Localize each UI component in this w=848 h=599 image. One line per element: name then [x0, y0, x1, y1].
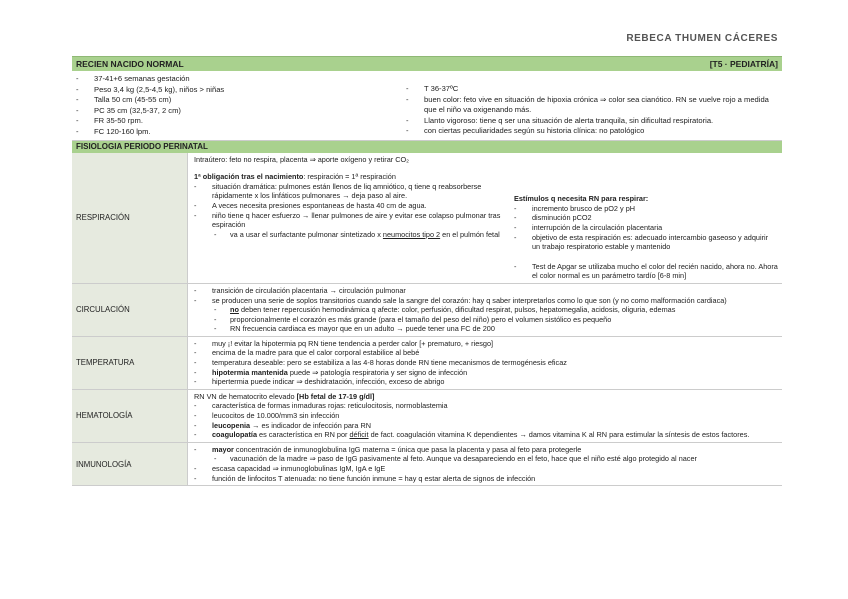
hematocrit-note: RN VN de hematocrito elevado [Hb fetal de 17-19 g/dl] — [194, 391, 375, 401]
row-content — [188, 284, 782, 336]
row-content — [188, 443, 782, 485]
vitals-list-right — [404, 84, 780, 137]
list-item: - objetivo de esta respiración es: adecuado intercambio gaseoso y adquirir un trabajo respiratorio estable y mantenido — [514, 233, 778, 252]
list-item: - A veces necesita presiones espontaneas de hasta 40 cm de agua. — [194, 201, 502, 211]
subsection-title: FISIOLOGIA PERIODO PERINATAL — [76, 142, 208, 152]
list-item: - se producen una serie de soplos transitorios cuando sale la sangre del corazón: hay q saber interpretarlos como lo que son (y no como malformación cardiaca) — [194, 296, 778, 306]
row-content — [188, 337, 782, 389]
row-content — [188, 390, 782, 442]
first-obligation: 1ª obligación tras el nacimiento: respiración = 1ª respiración — [194, 172, 396, 182]
row-temperatura — [72, 337, 782, 390]
document-page — [72, 56, 782, 486]
row-respiracion — [72, 153, 782, 284]
list-item: - FR 35-50 rpm. — [74, 116, 404, 127]
list-subitem: - vacunación de la madre ⇒ paso de IgG pasivamente al feto. Aunque va desapareciendo en el feto, hace que el niño esté algo protegido al nacer — [194, 454, 778, 464]
list-subitem: - va a usar el surfactante pulmonar sintetizado x neumocitos tipo 2 en el pulmón fetal — [194, 230, 502, 240]
vital-signs — [72, 71, 782, 141]
row-label: HEMATOLOGÍA — [72, 390, 188, 442]
section-title: RECIEN NACIDO NORMAL — [76, 59, 184, 69]
row-hematologia — [72, 390, 782, 443]
list-item: - función de linfocitos T atenuada: no tiene función inmune = hay q estar alerta de signos de infección — [194, 474, 778, 484]
list-item: - transición de circulación placentaria → circulación pulmonar — [194, 286, 778, 296]
list-item: - mayor concentración de inmunoglobulina IgG materna = única que pasa la placenta y pasa al feto para protegerle — [194, 445, 778, 455]
subsection-header — [72, 141, 782, 153]
list-subitem: - RN frecuencia cardiaca es mayor que en un adulto → puede tener una FC de 200 — [194, 324, 778, 334]
list-item: - buen color: feto vive en situación de hipoxia crónica ⇒ color sea cianótico. RN se vuelve rojo a medida que el niño va oxigenando más. — [404, 95, 780, 116]
row-inmunologia — [72, 443, 782, 486]
list-item: - PC 35 cm (32,5-37, 2 cm) — [74, 106, 404, 117]
list-item: - disminución pCO2 — [514, 213, 778, 223]
list-item: - encima de la madre para que el calor corporal estabilice al bebé — [194, 348, 778, 358]
list-item: - Peso 3,4 kg (2,5-4,5 kg), niños > niñas — [74, 85, 404, 96]
row-label: TEMPERATURA — [72, 337, 188, 389]
list-subitem: - no deben tener repercusión hemodinámica q afecte: color, perfusión, dificultad respirat, pulsos, hepatomegalia, acidosis, oliguria, edemas — [194, 305, 778, 315]
list-item: - leucopenia → es indicador de infección para RN — [194, 421, 778, 431]
list-item: - muy ¡! evitar la hipotermia pq RN tiene tendencia a perder calor [+ prematuro, + riesgo] — [194, 339, 778, 349]
list-item: - escasa capacidad ⇒ inmunoglobulinas IgM, IgA e IgE — [194, 464, 778, 474]
list-item: - interrupción de la circulación placentaria — [514, 223, 778, 233]
list-item: - Test de Apgar se utilizaba mucho el color del recién nacido, ahora no. Ahora el color normal es un parámetro tardío [6-8 min] — [514, 262, 778, 281]
list-item: - niño tiene q hacer esfuerzo → llenar pulmones de aire y evitar ese colapso pulmonar tras espiración — [194, 211, 502, 230]
list-item: - coagulopatía es característica en RN por déficit de fact. coagulación vitamina K dependientes → damos vitamina K al RN para estimular la síntesis de estos factores. — [194, 430, 778, 440]
row-circulacion — [72, 284, 782, 337]
list-item: - incremento brusco de pO2 y pH — [514, 204, 778, 214]
list-item: - leucocitos de 10.000/mm3 sin infección — [194, 411, 778, 421]
vitals-list-left — [74, 74, 404, 138]
list-item: - 37-41+6 semanas gestación — [74, 74, 404, 85]
list-item: - con ciertas peculiaridades según su historia clínica: no patológico — [404, 126, 780, 137]
list-item: - Llanto vigoroso: tiene q ser una situación de alerta tranquila, sin dificultad respiratoria. — [404, 116, 780, 127]
row-label: CIRCULACIÓN — [72, 284, 188, 336]
list-item: - temperatura deseable: pero se estabiliza a las 4-8 horas donde RN tiene mecanismos de termogénesis eficaz — [194, 358, 778, 368]
list-item: - característica de formas inmaduras rojas: reticulocitosis, normoblastemia — [194, 401, 778, 411]
list-item: - hipotermia mantenida puede ⇒ patología respiratoria y ser signo de infección — [194, 368, 778, 378]
list-subitem: - proporcionalmente el corazón es más grande (para el tamaño del peso del niño) pero el volumen sistólico es pequeño — [194, 315, 778, 325]
list-item: - FC 120-160 lpm. — [74, 127, 404, 138]
intrauterine-note: Intraútero: feto no respira, placenta ⇒ aporte oxígeno y retirar CO₂ — [194, 154, 409, 164]
list-item: - Talla 50 cm (45-55 cm) — [74, 95, 404, 106]
topic-tag: [T5 · PEDIATRÍA] — [709, 59, 778, 69]
list-item: - situación dramática: pulmones están llenos de liq amniótico, q tiene q reabsorberse rápidamente x los linfáticos pulmonares → deja paso al aire. — [194, 182, 502, 201]
list-item: - T 36-37ºC — [404, 84, 780, 95]
list-item: - hipertermia puede indicar ⇒ deshidratación, infección, exceso de abrigo — [194, 377, 778, 387]
row-content — [188, 153, 782, 283]
row-label: RESPIRACIÓN — [72, 153, 188, 283]
row-label: INMUNOLOGÍA — [72, 443, 188, 485]
author-name: REBECA THUMEN CÁCERES — [626, 33, 778, 44]
section-header — [72, 56, 782, 71]
stimuli-title: Estímulos q necesita RN para respirar: — [514, 194, 649, 204]
